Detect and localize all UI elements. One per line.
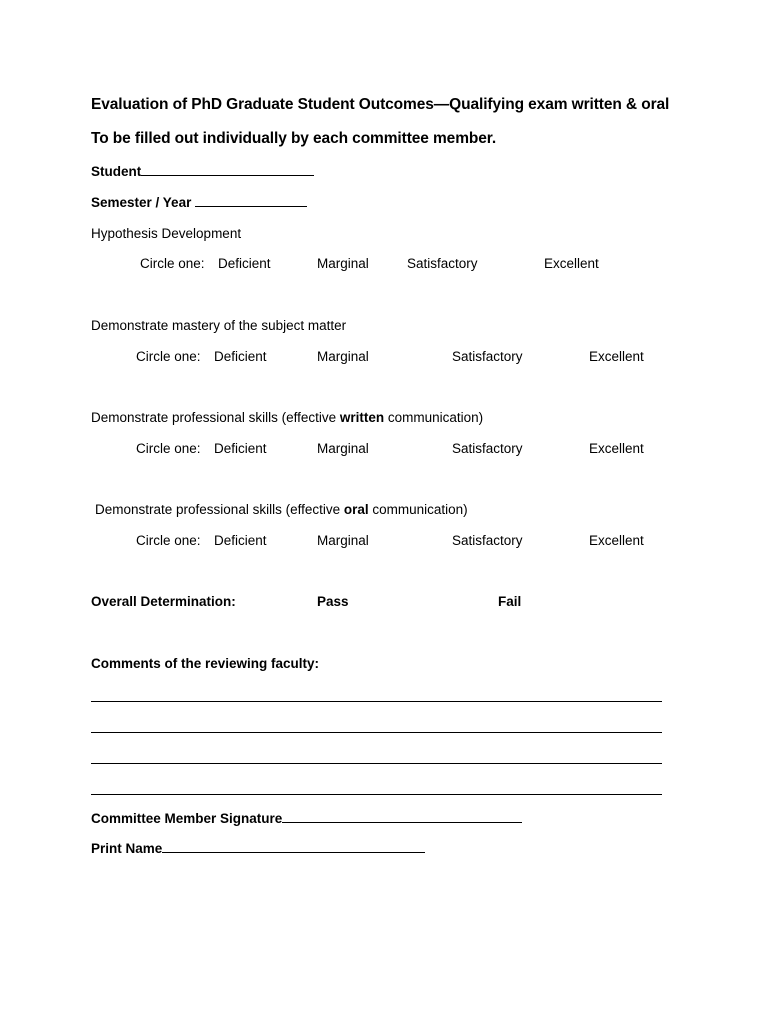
comment-line[interactable] xyxy=(91,732,662,733)
signature-field[interactable] xyxy=(91,812,522,826)
circle-one-label: Circle one: xyxy=(136,533,201,548)
student-field[interactable] xyxy=(91,165,314,179)
rating-satisfactory[interactable]: Satisfactory xyxy=(407,256,478,271)
criterion-text: Demonstrate professional skills (effective xyxy=(91,410,340,425)
criterion-label: Hypothesis Development xyxy=(91,226,242,241)
criterion-text: communication) xyxy=(384,410,484,425)
semester-blank[interactable] xyxy=(195,206,307,207)
criterion-text: Demonstrate professional skills (effective xyxy=(95,502,344,517)
rating-excellent[interactable]: Excellent xyxy=(544,256,599,271)
rating-satisfactory[interactable]: Satisfactory xyxy=(452,533,523,548)
rating-marginal[interactable]: Marginal xyxy=(317,349,369,364)
criterion-emphasis: oral xyxy=(343,502,369,517)
circle-one-label: Circle one: xyxy=(140,256,205,271)
rating-deficient[interactable]: Deficient xyxy=(214,441,267,456)
signature-blank[interactable] xyxy=(282,822,522,823)
comment-line[interactable] xyxy=(91,763,662,764)
rating-marginal[interactable]: Marginal xyxy=(317,533,369,548)
comment-line[interactable] xyxy=(91,701,662,702)
circle-one-label: Circle one: xyxy=(136,441,201,456)
form-title: Evaluation of PhD Graduate Student Outcomes—Qualifying exam written & oral xyxy=(91,96,670,113)
criterion-label xyxy=(91,411,483,425)
criterion-label: Demonstrate mastery of the subject matter xyxy=(91,318,347,333)
criterion-label xyxy=(95,503,468,517)
form-subtitle: To be filled out individually by each committee member. xyxy=(91,130,497,147)
rating-marginal[interactable]: Marginal xyxy=(317,441,369,456)
pass-option[interactable]: Pass xyxy=(317,594,349,609)
criterion-text: communication) xyxy=(368,502,468,517)
semester-field[interactable] xyxy=(91,196,307,210)
rating-deficient[interactable]: Deficient xyxy=(214,349,267,364)
fail-option[interactable]: Fail xyxy=(498,594,522,609)
print-name-label: Print Name xyxy=(91,841,163,856)
print-name-field[interactable] xyxy=(91,842,425,856)
signature-label: Committee Member Signature xyxy=(91,811,283,826)
criterion-emphasis: written xyxy=(339,410,385,425)
rating-deficient[interactable]: Deficient xyxy=(214,533,267,548)
rating-deficient[interactable]: Deficient xyxy=(218,256,271,271)
rating-satisfactory[interactable]: Satisfactory xyxy=(452,441,523,456)
rating-satisfactory[interactable]: Satisfactory xyxy=(452,349,523,364)
overall-determination-label: Overall Determination: xyxy=(91,594,236,609)
semester-label: Semester / Year xyxy=(91,195,192,210)
comments-label: Comments of the reviewing faculty: xyxy=(91,656,320,671)
student-blank[interactable] xyxy=(141,175,314,176)
print-name-blank[interactable] xyxy=(162,852,425,853)
rating-excellent[interactable]: Excellent xyxy=(589,533,644,548)
circle-one-label: Circle one: xyxy=(136,349,201,364)
comment-line[interactable] xyxy=(91,794,662,795)
student-label: Student xyxy=(91,164,142,179)
rating-marginal[interactable]: Marginal xyxy=(317,256,369,271)
rating-excellent[interactable]: Excellent xyxy=(589,349,644,364)
rating-excellent[interactable]: Excellent xyxy=(589,441,644,456)
